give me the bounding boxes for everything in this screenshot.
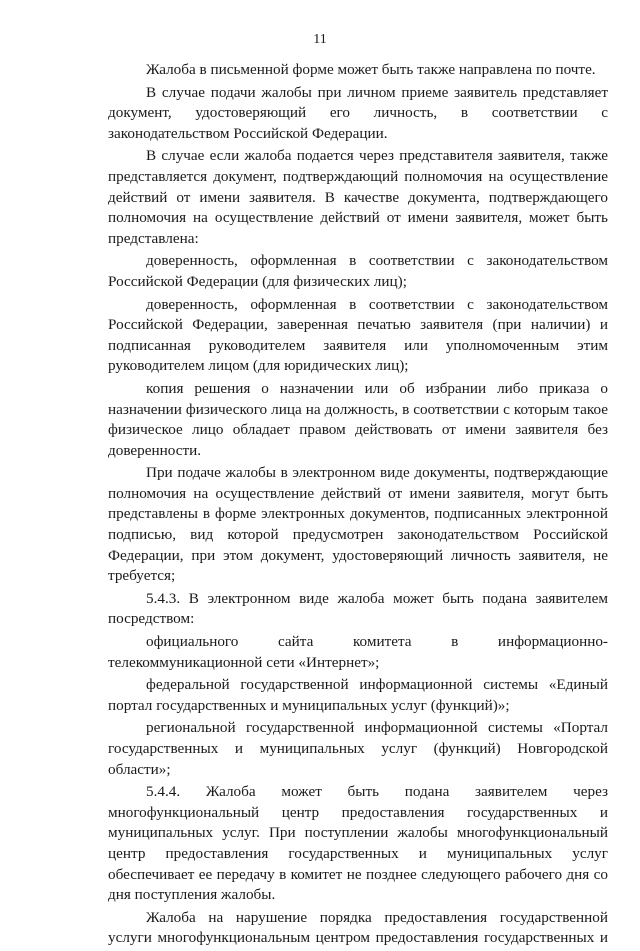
paragraph: копия решения о назначении или об избрании либо приказа о назначении физического лица на должность, в соответствии с которым такое физическое лицо обладает правом действовать от имени заявителя без доверенности. bbox=[108, 379, 608, 459]
paragraph: региональной государственной информационной системы «Портал государственных и муниципальных услуг (функций) Новгородской области»; bbox=[108, 719, 608, 778]
paragraph: федеральной государственной информационной системы «Единый портал государственных и муниципальных услуг (функций)»; bbox=[108, 676, 608, 714]
paragraph: Жалоба в письменной форме может быть также направлена по почте. bbox=[146, 61, 596, 78]
document-body bbox=[108, 60, 608, 951]
paragraph: В случае если жалоба подается через представителя заявителя, также представляется документ, подтверждающий полномочия на осуществление действий от имени заявителя. В качестве документа, подтверждающего полномочия на осуществление действий от имени заявителя, может быть представлена: bbox=[108, 147, 608, 247]
paragraph: Жалоба на нарушение порядка предоставления государственной услуги многофункциональным центром предоставления государственных и bbox=[108, 908, 608, 947]
paragraph: официального сайта комитета в информационно-телекоммуникационной сети «Интернет»; bbox=[108, 633, 608, 671]
paragraph: В случае подачи жалобы при личном приеме заявитель представляет документ, удостоверяющий его личность, в соответствии с законодательством Российской Федерации. bbox=[108, 83, 608, 142]
page-number: 11 bbox=[313, 32, 327, 47]
paragraph: 5.4.4. Жалоба может быть подана заявителем через многофункциональный центр предоставления государственных и муниципальных услуг. При поступлении жалобы многофункциональный центр предоставления государственных и муниципальных услуг обеспечивает ее передачу в комитет не позднее следующего рабочего дня со дня поступления жалобы. bbox=[108, 783, 608, 904]
paragraph: При подаче жалобы в электронном виде документы, подтверждающие полномочия на осуществление действий от имени заявителя, могут быть представлены в форме электронных документов, подписанных электронной подписью, вид которой предусмотрен законодательством Российской Федерации, при этом документ, удостоверяющий личность заявителя, не требуется; bbox=[108, 464, 608, 585]
paragraph: 5.4.3. В электронном виде жалоба может быть подана заявителем посредством: bbox=[108, 589, 608, 628]
paragraph: доверенность, оформленная в соответствии с законодательством Российской Федерации, заверенная печатью заявителя (при наличии) и подписанная руководителем заявителя или уполномоченным этим руководителем лицом (для юридических лиц); bbox=[108, 295, 608, 375]
paragraph: доверенность, оформленная в соответствии с законодательством Российской Федерации (для физических лиц); bbox=[108, 252, 608, 290]
